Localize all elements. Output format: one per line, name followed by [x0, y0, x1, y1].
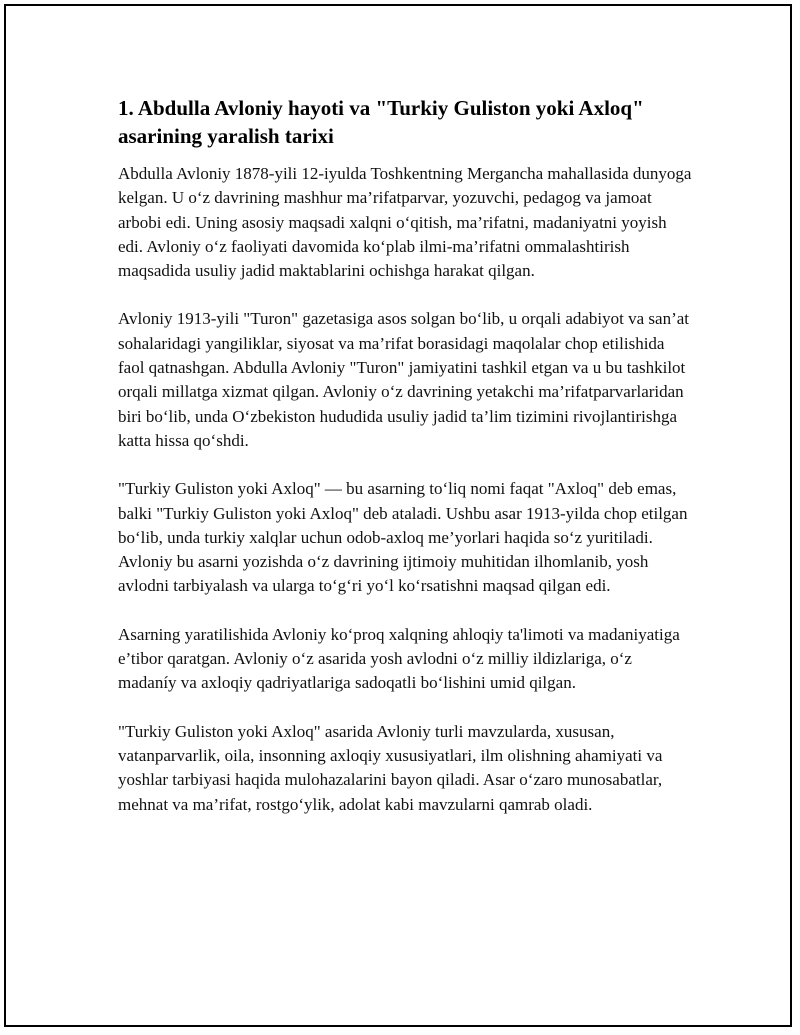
paragraph-themes: "Turkiy Guliston yoki Axloq" asarida Avloniy turli mavzularda, xususan, vatanparvarlik, oila, insonning axloqiy xususiyatlari, ilm olishning ahamiyati va yoshlar tarbiyasi haqida mulohazalarini bayon qiladi. Asar o‘zaro munosabatlar, mehnat va ma’rifat, rostgo‘ylik, adolat kabi mavzularni qamrab oladi. [118, 721, 663, 814]
paragraph-creation: Asarning yaratilishida Avloniy ko‘proq xalqning ahloqiy ta'limoti va madaniyatiga e’tibor qaratgan. Avloniy o‘z asarida yosh avlodni o‘z milliy ildizlariga, o‘z madaníy va axloqiy qadriyatlariga sadoqatli bo‘lishini umid qilgan. [118, 624, 680, 693]
section-heading: 1. Abdulla Avloniy hayoti va "Turkiy Guliston yoki Axloq" asarining yaralish tarixi [118, 96, 644, 148]
paragraph-turon: Avloniy 1913-yili "Turon" gazetasiga asos solgan bo‘lib, u orqali adabiyot va san’at sohalaridagi yangiliklar, siyosat va ma’rifat borasidagi maqolalar chop etilishida faol qatnashgan. Abdulla Avloniy "Turon" jamiyatini tashkil etgan va u bu tashkilot orqali millatga xizmat qilgan. Avloniy o‘z davrining yetakchi ma’rifatparvarlaridan biri bo‘lib, unda O‘zbekiston hududida usuliy jadid ta’lim tizimini rivojlantirishga katta hissa qo‘shdi. [118, 309, 690, 450]
document-body [118, 94, 693, 841]
paragraph-biography: Abdulla Avloniy 1878-yili 12-iyulda Toshkentning Merganchа mahallasida dunyoga kelgan. U o‘z davrining mashhur ma’rifatparvar, yozuvchi, pedagog va jamoat arbobi edi. Uning asosiy maqsadi xalqni o‘qitish, ma’rifatni, madaniyatni yoyish edi. Avloniy o‘z faoliyati davomida ko‘plab ilmi-ma’rifatni ommalashtirish maqsadida usuliy jadid maktablarini ochishga harakat qilgan. [118, 164, 692, 281]
paragraph-book-title: "Turkiy Guliston yoki Axloq" — bu asarning to‘liq nomi faqat "Axloq" deb emas, balki "Turkiy Guliston yoki Axloq" deb ataladi. Ushbu asar 1913-yilda chop etilgan bo‘lib, unda turkiy xalqlar uchun odob-axloq me’yorlari haqida so‘z yuritiladi. Avloniy bu asarni yozishda o‘z davrining ijtimoiy muhitidan ilhomlanib, yosh avlodni tarbiyalash va ularga to‘g‘ri yo‘l ko‘rsatishni maqsad qilgan edi. [118, 479, 688, 596]
